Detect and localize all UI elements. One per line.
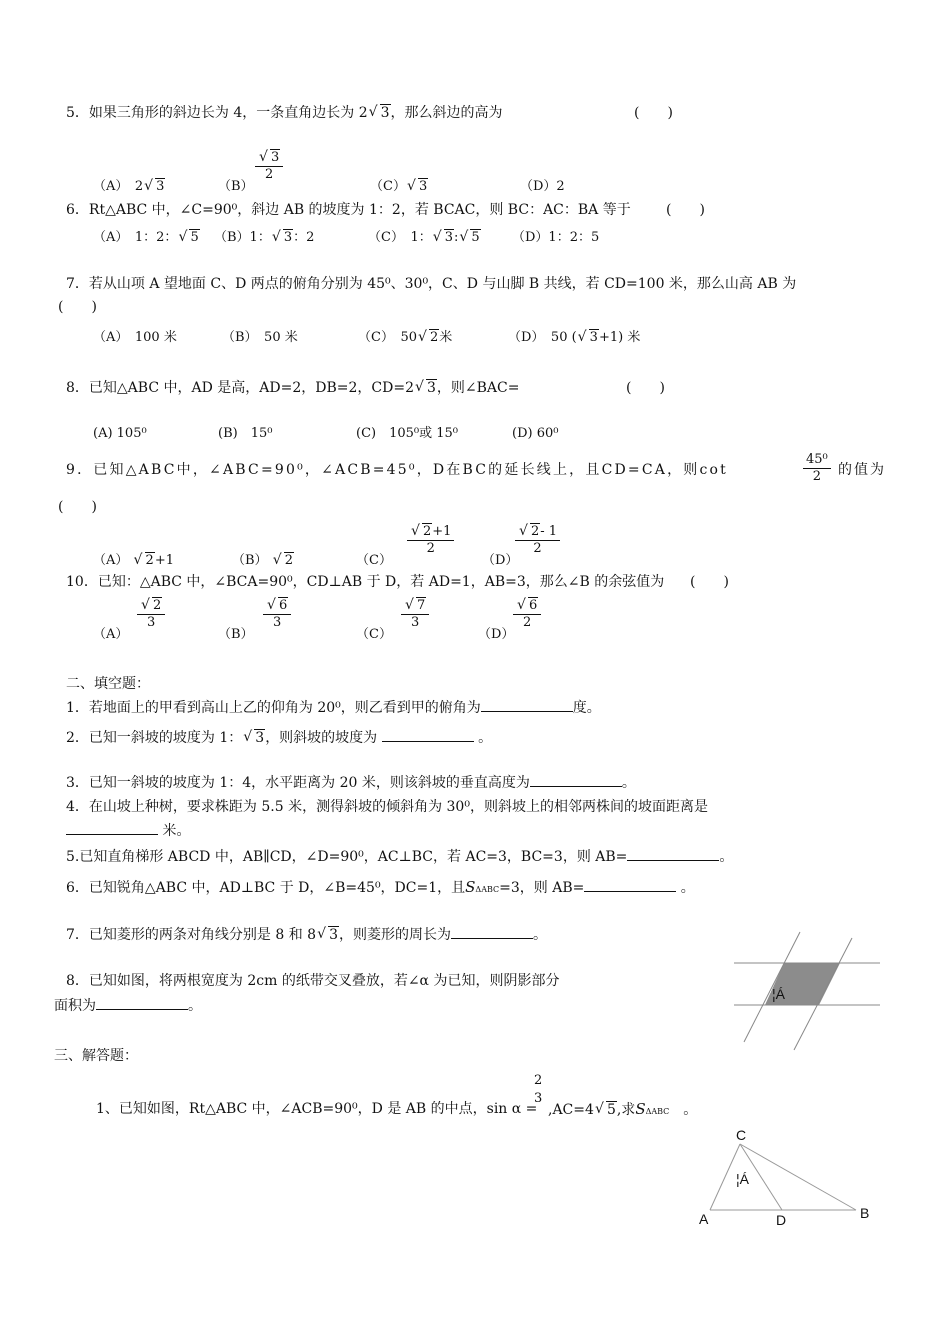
fill-1: 1．若地面上的甲看到高山上乙的仰角为 20⁰，则乙看到甲的俯角为 度。	[66, 700, 601, 716]
fill-4-cont: 米。	[66, 822, 190, 840]
vertex-a-label: A	[699, 1211, 709, 1227]
q10-option-d-label: （D）	[478, 627, 515, 642]
section2-heading: 二、填空题：	[66, 676, 150, 692]
q10-option-b-label: （B）	[218, 627, 254, 642]
q7-stem: 7．若从山项 A 望地面 C、D 两点的俯角分别为 45⁰、30⁰，C、D 与山脚 B 共线，若 CD=100 米，那么山高 AB 为	[66, 276, 797, 292]
q7-option-d: （D） 50 (√ 3+1) 米	[508, 329, 640, 347]
q9-option-c-fraction: √ $\frac{2+1}{2}$	[404, 524, 457, 557]
alpha-label: ¦Á	[772, 986, 785, 1002]
q10-option-b-fraction: √ $\frac{6}{3}$	[260, 598, 294, 631]
q10-option-c-label: （C）	[356, 627, 392, 642]
crossed-strips-figure	[728, 930, 888, 1052]
solve-1: 1、已知如图，Rt△ABC 中，∠ACB=90⁰，D 是 AB 的中点，sin α =	[96, 1101, 538, 1117]
q7-option-a: （A） 100 米	[93, 330, 177, 345]
q5-option-a: （A） 2√ 3	[93, 178, 165, 196]
q10-option-a-label: （A）	[93, 627, 129, 642]
q8-option-d: (D) 60⁰	[512, 426, 559, 441]
q6-option-a: （A） 1：2：√ 5	[93, 229, 200, 247]
q8-option-a: (A) 105⁰	[93, 426, 147, 441]
q5-stem: 5．如果三角形的斜边长为 4，一条直角边长为 2√ 3，那么斜边的高为	[66, 104, 503, 122]
q9-option-a: （A） √ 2+1	[93, 552, 174, 570]
vertex-c-label: C	[736, 1127, 747, 1143]
q9-option-d-fraction: √ $\frac{2- 1}{2}$	[512, 524, 563, 557]
q9-stem-tail: 的值为	[838, 462, 886, 478]
q9-paren: ( )	[58, 499, 97, 515]
side-cb	[740, 1144, 856, 1210]
q7-option-b: （B） 50 米	[222, 330, 298, 345]
q9-option-b: （B） √ 2	[232, 552, 294, 570]
fill-7: 7．已知菱形的两条对角线分别是 8 和 8√ 3，则菱形的周长为 。	[66, 926, 547, 944]
q10-option-c-fraction: √ $\frac{7}{3}$	[398, 598, 432, 631]
fill-2: 2．已知一斜坡的坡度为 1：√ 3，则斜坡的坡度为 。	[66, 729, 492, 747]
q10-stem: 10．已知：△ABC 中，∠BCA=90⁰，CD⊥AB 于 D，若 AD=1，AB=3，那么∠B 的余弦值为	[66, 574, 665, 590]
q8-option-b: (B) 15⁰	[218, 426, 273, 441]
q9-option-d-label: （D）	[482, 553, 519, 568]
q6-option-d: （D）1：2：5	[512, 230, 600, 245]
q5-option-b-label: （B）	[218, 179, 254, 194]
alpha-label: ¦Á	[736, 1171, 749, 1187]
fill-5: 5.已知直角梯形 ABCD 中，AB∥CD，∠D=90⁰，AC⊥BC，若 AC=3，BC=3，则 AB= 。	[66, 849, 734, 865]
fill-6: 6．已知锐角△ABC 中，AD⊥BC 于 D，∠B=45⁰，DC=1，且SΔABC=3，则 AB= 。	[66, 878, 695, 896]
q10-paren: ( )	[690, 574, 729, 590]
solve-1-fraction: 2 3	[534, 1073, 543, 1106]
q8-paren: ( )	[626, 380, 665, 396]
q10-option-d-fraction: √ $\frac{6}{2}$	[510, 598, 544, 631]
fill-4: 4．在山坡上种树，要求株距为 5.5 米，测得斜坡的倾斜角为 30⁰，则斜坡上的相邻两株间的坡面距离是	[66, 799, 708, 815]
section3-heading: 三、解答题：	[54, 1048, 138, 1064]
q8-stem: 8．已知△ABC 中，AD 是高，AD=2，DB=2，CD=2√ 3，则∠BAC=	[66, 379, 519, 397]
solve-1-tail: ,AC=4√ 5,求SΔABC 。	[548, 1100, 697, 1121]
q10-option-a-fraction: √ $\frac{2}{3}$	[134, 598, 168, 631]
q6-option-c: （C） 1：√ 3:√ 5	[368, 229, 481, 247]
q5-option-c: （C）√ 3	[370, 178, 428, 196]
q7-option-c: （C） 50√ 2米	[358, 329, 452, 347]
q5-paren: ( )	[634, 105, 673, 121]
q6-option-b: （B）1：√ 3：2	[214, 229, 314, 247]
q6-paren: ( )	[666, 202, 705, 218]
q9-option-c-label: （C）	[356, 553, 392, 568]
point-d-label: D	[776, 1212, 787, 1228]
q9-stem: 9．已知△ABC中，∠ABC=90⁰，∠ACB=45⁰，D在BC的延长线上，且CD=CA，则cot	[66, 462, 728, 478]
fill-8: 8．已知如图，将两根宽度为 2cm 的纸带交叉叠放，若∠α 为已知，则阴影部分	[66, 973, 560, 989]
q6-stem: 6．Rt△ABC 中，∠C=90⁰，斜边 AB 的坡度为 1：2，若 BCAC，则 BC：AC：BA 等于	[66, 202, 631, 218]
fill-3: 3．已知一斜坡的坡度为 1：4，水平距离为 20 米，则该斜坡的垂直高度为 。	[66, 775, 636, 791]
q7-paren: ( )	[58, 299, 97, 315]
q8-option-c: (C) 105⁰或 15⁰	[356, 426, 459, 441]
q5-option-b-fraction: √ $\frac{3}{2}$	[252, 150, 286, 183]
vertex-b-label: B	[860, 1205, 870, 1221]
triangle-abc-figure	[690, 1122, 890, 1234]
fill-8-cont: 面积为 。	[54, 998, 202, 1014]
q9-fraction: $\frac{\text{45⁰}}{2}$	[800, 452, 834, 485]
q5-option-d: （D）2	[520, 179, 565, 194]
